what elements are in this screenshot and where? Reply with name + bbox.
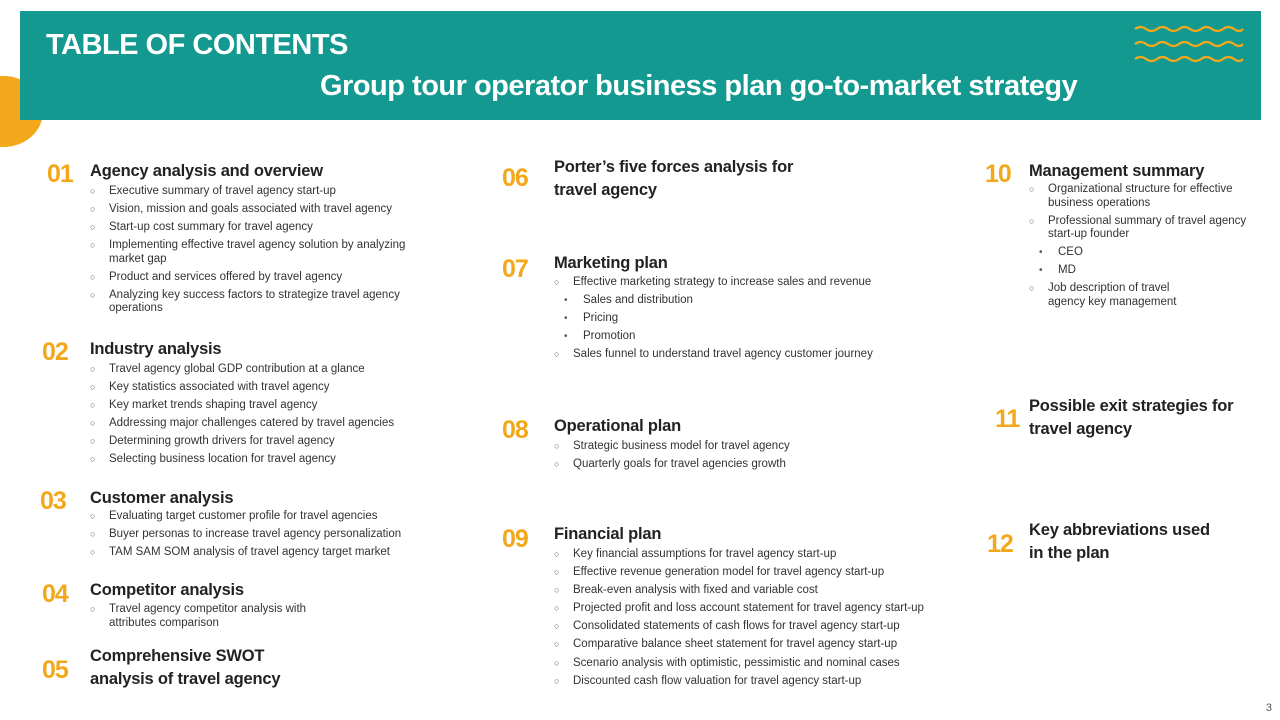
list-item: ○ Determining growth drivers for travel agency — [90, 435, 430, 449]
section-title: Management summary — [1029, 162, 1205, 180]
list-item: ○ TAM SAM SOM analysis of travel agency target market — [90, 546, 435, 560]
list-item: ○ Key statistics associated with travel agency — [90, 381, 430, 395]
section-number: 03 — [40, 487, 66, 515]
section-title: Operational plan — [554, 417, 681, 435]
list-item: ○ Product and services offered by travel agency — [90, 271, 430, 285]
section-number: 05 — [42, 656, 68, 684]
section-number: 08 — [502, 416, 528, 444]
section-title: Marketing plan — [554, 254, 668, 272]
list-item: ○ Travel agency competitor analysis with attributes comparison — [90, 603, 340, 630]
sub-list-item: • MD — [1029, 264, 1264, 278]
sub-list-item: • Sales and distribution — [554, 294, 914, 308]
section-number: 09 — [502, 525, 528, 553]
section-title-line2: travel agency — [554, 181, 657, 199]
sub-list-item: • CEO — [1029, 246, 1264, 260]
section-number: 02 — [42, 338, 68, 366]
sub-list-item: • Pricing — [554, 312, 914, 326]
list-item: ○ Scenario analysis with optimistic, pessimistic and nominal cases — [554, 657, 954, 671]
section-number: 07 — [502, 255, 528, 283]
section-title-line1: Comprehensive SWOT — [90, 647, 265, 665]
section-number: 10 — [985, 160, 1011, 188]
section-title: Financial plan — [554, 525, 662, 543]
section-title: Customer analysis — [90, 489, 234, 507]
section-number: 04 — [42, 580, 68, 608]
list-item: ○ Discounted cash flow valuation for travel agency start-up — [554, 675, 954, 689]
sub-list-item: • Promotion — [554, 330, 914, 344]
section-number: 11 — [995, 405, 1020, 433]
section-items — [554, 440, 914, 476]
list-item: ○ Strategic business model for travel agency — [554, 440, 914, 454]
list-item: ○ Vision, mission and goals associated with travel agency — [90, 203, 430, 217]
list-item: ○ Projected profit and loss account statement for travel agency start-up — [554, 602, 954, 616]
section-items — [90, 603, 340, 635]
list-item: ○ Evaluating target customer profile for travel agencies — [90, 510, 435, 524]
section-number: 06 — [502, 164, 528, 192]
section-title-line1: Possible exit strategies for — [1029, 397, 1234, 415]
section-items — [554, 276, 914, 366]
section-title-line2: in the plan — [1029, 544, 1110, 562]
section-items — [1029, 183, 1264, 314]
section-title: Industry analysis — [90, 340, 222, 358]
page-subtitle: Group tour operator business plan go-to-market strategy — [320, 70, 1078, 102]
list-item: ○ Executive summary of travel agency start-up — [90, 185, 430, 199]
list-item: ○ Consolidated statements of cash flows for travel agency start-up — [554, 620, 954, 634]
section-items — [90, 185, 430, 321]
header-banner — [20, 11, 1261, 120]
list-item: ○ Job description of travel agency key management — [1029, 282, 1209, 309]
section-items — [90, 510, 435, 564]
list-item: ○ Implementing effective travel agency solution by analyzing market gap — [90, 239, 430, 266]
list-item: ○ Professional summary of travel agency start-up founder — [1029, 215, 1264, 242]
list-item: ○ Break-even analysis with fixed and variable cost — [554, 584, 954, 598]
section-title: Agency analysis and overview — [90, 162, 323, 180]
list-item: ○ Key market trends shaping travel agency — [90, 399, 430, 413]
list-item: ○ Travel agency global GDP contribution at a glance — [90, 363, 430, 377]
list-item: ○ Organizational structure for effective business operations — [1029, 183, 1264, 210]
list-item: ○ Sales funnel to understand travel agency customer journey — [554, 348, 914, 362]
section-title-line2: analysis of travel agency — [90, 670, 281, 688]
page-title: TABLE OF CONTENTS — [46, 29, 348, 61]
section-number: 12 — [987, 530, 1013, 558]
list-item: ○ Comparative balance sheet statement for travel agency start-up — [554, 638, 954, 652]
wave-decoration-icon — [1134, 25, 1244, 65]
page-number: 3 — [1265, 702, 1272, 714]
section-items — [554, 548, 954, 693]
list-item: ○ Addressing major challenges catered by travel agencies — [90, 417, 430, 431]
list-item: ○ Quarterly goals for travel agencies growth — [554, 458, 914, 472]
list-item: ○ Analyzing key success factors to strategize travel agency operations — [90, 289, 430, 316]
section-title: Competitor analysis — [90, 581, 244, 599]
list-item: ○ Buyer personas to increase travel agency personalization — [90, 528, 435, 542]
list-item: ○ Key financial assumptions for travel agency start-up — [554, 548, 954, 562]
section-title-line2: travel agency — [1029, 420, 1132, 438]
section-items — [90, 363, 430, 472]
list-item: ○ Selecting business location for travel agency — [90, 453, 430, 467]
list-item: ○ Effective revenue generation model for travel agency start-up — [554, 566, 954, 580]
section-title-line1: Key abbreviations used — [1029, 521, 1210, 539]
list-item: ○ Start-up cost summary for travel agency — [90, 221, 430, 235]
section-number: 01 — [47, 160, 73, 188]
list-item: ○ Effective marketing strategy to increase sales and revenue — [554, 276, 914, 290]
section-title-line1: Porter’s five forces analysis for — [554, 158, 794, 176]
